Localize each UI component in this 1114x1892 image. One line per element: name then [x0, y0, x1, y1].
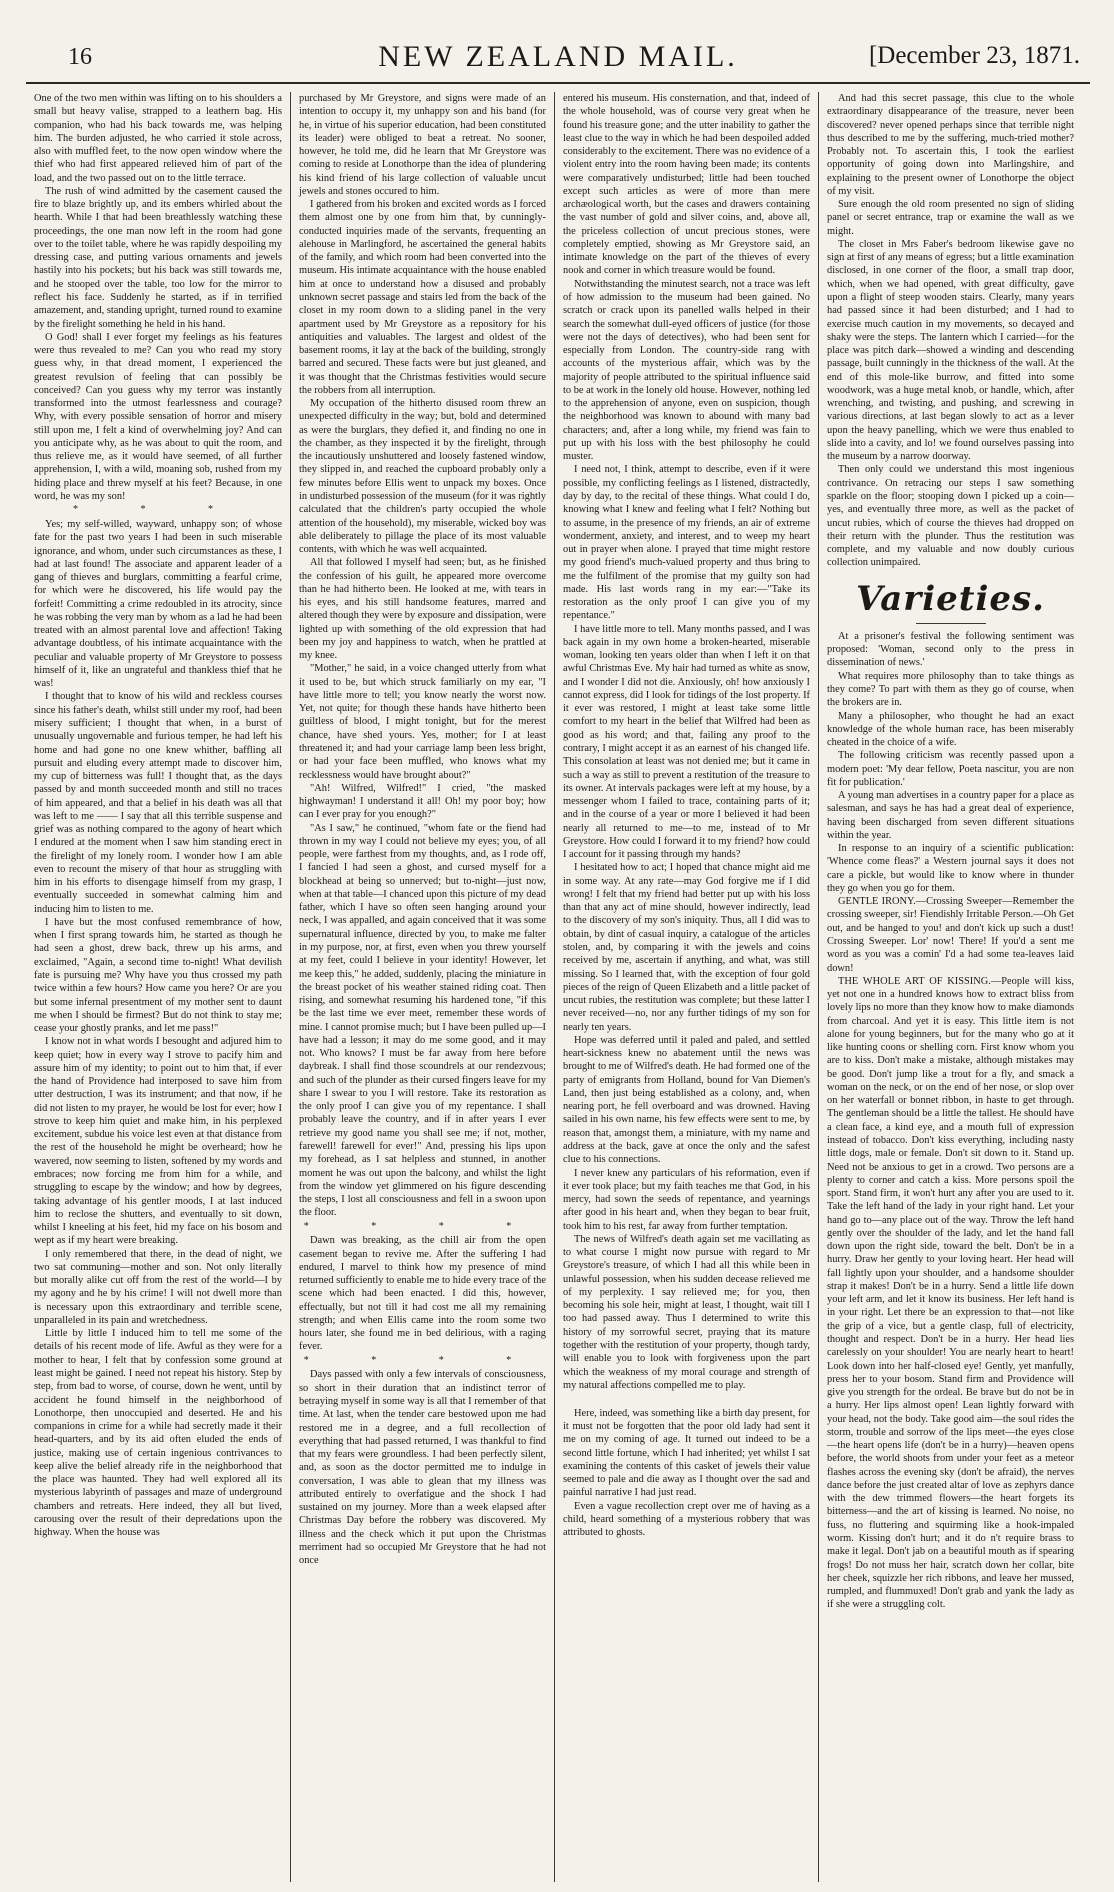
paragraph: I hesitated how to act; I hoped that chance might aid me in some way. At any rate—may God forgive me if I did wrong! I felt that my friend had better put up with his loss than that any act of mine should, however indirectly, lead to the discovery of my son's iniquity. Thus, all I did was to obtain, by dint of casual inquiry, a catalogue of the articles stolen, and, by comparing it with the jewels and coins received by me, ascertain if anything, and what, was still missing. So I learned that, with the exception of four gold pieces of the reign of Queen Elizabeth and a little packet of uncut rubies, the restitution was complete; but these latter I never received—no, nor any further tidings of my son for nearly ten years. — [563, 862, 810, 1033]
paragraph: My occupation of the hitherto disused room threw an unexpected difficulty in the way; but, bold and determined as were the burglars, they defied it, and finding no one in the chamber, as they inspected it by the firelight, through the incautiously unshuttered and loosely fastened window, they slipped in, and reached the cupboard probably only a few minutes before Ellis went to unpack my boxes. Once in undisturbed possession of the museum (for it was rightly calculated that the children's party occupied the whole attention of the household), my miserable, wicked boy was able deliberately to pillage the place of its most valuable contents, with which he was well acquainted. — [299, 398, 546, 556]
column-4 — [818, 92, 1082, 1882]
paragraph: Yes; my self-willed, wayward, unhappy son; of whose fate for the past two years I had been in such miserable ignorance, and whom, under such circumstances as these, I had at last found! The associate and apparent leader of a gang of thieves and burglars, committing a fearful crime, for which were he discovered, his life would pay the forfeit! Committing a crime redoubled in its atrocity, since he was robbing the very man by whom as a lad he had been treated with an almost parental love and affection! Taking advantage doubtless, of his intimate acquaintance with the peculiar and valuable property of Mr Greystore to possess himself of it, like an ungrateful and thankless thief that he was! — [34, 518, 282, 690]
masthead-title: NEW ZEALAND MAIL. — [378, 40, 738, 73]
paragraph: At a prisoner's festival the following sentiment was proposed: 'Woman, second only to the press in dissemination of news.' — [827, 630, 1074, 669]
paragraph: I thought that to know of his wild and reckless courses since his father's death, whilst still under my roof, had been misery sufficient; I thought that when, in a burst of unusually ungovernable and furious temper, he had left his home and had gone no one knew whither, baffling all pursuit and eluding every attempt made to discover him, my cup of bitterness was full! I thought that, as the days passed by and month succeeded month and still no traces of him appeared, and that a belief in his death was all that was left to me —— I say that all this terrible suspense and grief was as nothing compared to the agony of heart which I endured at the moment when I saw him standing erect in the firelight of my lonely room. I wonder how I am able even to recount the misery of that hour as struggling with him in his efforts to disengage himself from my grasp, I eventually succeeded in somewhat calming him and inducing him to listen to me. — [34, 691, 282, 915]
paragraph: Dawn was breaking, as the chill air from the open casement began to revive me. After the suffering I had endured, I marvel to think how my presence of mind returned sufficiently to enable me to hide every trace of the scene which had been enacted. I did this, however, effectually, but not till it had cost me all my remaining strength; and when Ellis came into the room some two hours later, she found me in bed delirious, with a raging fever. — [299, 1235, 546, 1353]
paragraph: I have but the most confused remembrance of how, when I first sprang towards him, he started as though he had seen a ghost, drew back, threw up his arms, and exclaimed, "Again, a second time to-night! What devilish fate is pursuing me? Why have you thus crossed my path twice within a few hours? How came you here? Or are you but some infernal presentment of my mother sent to daunt me when I should be firmest? But do not think to stay me; cease your ghostly pranks, and let me pass!" — [34, 916, 282, 1035]
paragraph: "As I saw," he continued, "whom fate or the fiend had thrown in my way I could not believe my eyes; you, of all people, were farthest from my thoughts, and, as I rode off, I fancied I had seen a ghost, and cursed myself for a blockhead at being so unnerved; but to-night—just now, when at that table—I chanced upon this picture of my dead father, which I have so often seen hanging around your neck, I was appalled, and again conceived that it was some supernatural influence, directed by you, to make me falter in my purpose, nor, at first, even when you threw yourself at my feet, could I believe in your identity! However, let me keep this," he added, suddenly, placing the miniature in the breast pocket of his weather stained riding coat. Then rising, and somewhat resuming his hardened tone, "if this be the last time we ever meet, remember these words of mine. I cannot promise much; but I have been pulled up—I have had a lesson; it may do me some good, and it may not. Who knows? I must be far away from here before daybreak. I shall find those scoundrels at our rendezvous; and such of the plunder as their cursed fingers leave for my share I swear to you I will restore. Take its restoration as the only proof I can give you of my repentance. I shall probably leave the country, and if in after years I ever retrieve my good name you shall see me; if not, mother, farewell! farewell for ever!" And, pressing his lips upon my forehead, as I sat helpless and stunned, in another moment he was out upon the balcony, and whilst the light from the window yet glimmered on his figure descending the steps, I lost all consciousness and fell in a swoon upon the floor. — [299, 822, 546, 1219]
column-3 — [554, 92, 818, 1882]
section-break: * * * * — [303, 1354, 542, 1366]
paragraph: Here, indeed, was something like a birth day present, for it must not be forgotten that the poor old lady had sent it me on my coming of age. It turned out indeed to be a second little fortune, which I had inherited; yet whilst I sat examining the contents of this casket of jewels their value seemed to pale and die away as I thought over the sad and painful narrative I had just read. — [563, 1407, 810, 1499]
paragraph: O God! shall I ever forget my feelings as his features were thus revealed to me? Can you who read my story guess why, in that dread moment, I experienced the greatest revulsion of feeling that can possibly be conceived? Can you guess why my terror was instantly transformed into the utmost fearlessness and courage? Why, with every possible sensation of horror and misery still upon me, I felt a kind of overwhelming joy? And can you anticipate why, as he was about to quit the room, and thus relieve me, as it would have seemed, of all further apprehension, I, with a wild, moaning sob, rushed from my hiding place and threw myself at his feet? Because, in one word, he was my son! — [34, 331, 282, 502]
paragraph: I only remembered that there, in the dead of night, we two sat communing—mother and son. Not only literally but morally alike cut off from the rest of the world—I by my agony and he by his crime! I will not dwell more than is necessary upon this extraordinary and terrible scene, unparalleled in its pain and wretchedness. — [34, 1248, 282, 1326]
paragraph: In response to an inquiry of a scientific publication: 'Whence come fleas?' a Western journal says it does not care a pickle, but would like to know where in thunder they go when you go for them. — [827, 843, 1074, 894]
section-title-varieties: Varieties. — [856, 578, 1045, 619]
page-header — [26, 38, 1090, 76]
paragraph: One of the two men within was lifting on to his shoulders a small but heavy valise, strapped to a leathern bag. His companion, who had his back towards me, was helping him. The burden adjusted, he who carried it stole across, also with muffled feet, to the now open window where the thief who had first appeared relieved him of part of the load, and the two passed out on to the little terrace. — [34, 93, 282, 184]
section-break: * * * — [73, 504, 243, 516]
paragraph: A young man advertises in a country paper for a place as salesman, and says he has had a great deal of experience, having been discharged from seven different situations within the year. — [827, 790, 1074, 841]
header-rule — [26, 82, 1090, 84]
section-rule — [916, 623, 986, 624]
columns — [26, 92, 1090, 1882]
column-2 — [290, 92, 554, 1882]
paragraph: entered his museum. His consternation, and that, indeed of the whole household, was of course very great when he found his treasure gone; and the utter inability to gather the least clue to the way in which he had been despoiled added considerably to the excitement. There was no evidence of a violent entry into the room having been made; its contents were comparatively undisturbed; little had been touched except such articles as were of more than mere archæological worth, but the cases and drawers containing the vast number of gold and silver coins, and, above all, the priceless collection of uncut precious stones, were completely emptied, showing as Mr Greystore said, an intimate knowledge on the part of the thieves of every nook and corner in which treasure would be found. — [563, 93, 810, 277]
paragraph: I know not in what words I besought and adjured him to keep quiet; how in every way I strove to pacify him and assure him of my identity; to point out to him that, if ever the hand of Providence had interposed to save him from utter destruction, I was its instrument; and that now, if he did not listen to my prayer, he would be lost for ever; how I strove to keep him quiet and make him, in his perplexed excitement, subdue his voice lest even at that distance from the rest of the household he might be overheard; how he wavered, now seeming to listen, softened by my words and embraces; now forcing me from him for a while, and struggling to escape by the window; and how by degrees, taking advantage of his gentler moods, I at last induced him to reclose the shutters, and eventually to sit down, whilst I kneeling at his feet, hid my face on his bosom and wept as if my heart were breaking. — [34, 1036, 282, 1247]
paragraph: Little by little I induced him to tell me some of the details of his recent mode of life. Awful as they were for a mother to hear, I felt that by confession some ground at least might be gained. I need not repeat his history. Step by step, from bad to worse, of course, down he went, until by accident he found himself in the neighborhood of Lonothorpe, then unoccupied and deserted. He and his companions in crime for a while had secretly made it their head-quarters, and by its aid often eluded the ends of justice, making use of certain ingenious contrivances to keep alive the belief already rife in the neighborhood that the place was haunted. They had well explored all its mysterious labyrinth of passages and maze of underground chambers and retreats. Here indeed, they all but lived, carousing over the result of their depredations upon the highway. When the house was — [34, 1328, 282, 1539]
issue-date: [December 23, 1871. — [868, 42, 1080, 69]
paragraph: Sure enough the old room presented no sign of sliding panel or secret entrance, trap or examine the wall as we might. — [827, 199, 1074, 237]
paragraph: Notwithstanding the minutest search, not a trace was left of how admission to the museum had been gained. No scratch or crack upon its panelled walls helped in their search the somewhat dull-eyed officers of justice (for those were not the days of detectives), who had been sent for especially from London. The country-side rang with accounts of the mysterious affair, which was by the majority of people attributed to the spiritual influence said to be at work in the lonely old house. However, nothing led to the apprehension of anyone, even on suspicion, though the neighborhood was known to abound with many bad characters; and, after a long while, my friend was fain to put up with his loss with the best philosophy he could muster. — [563, 278, 810, 463]
paragraph: THE WHOLE ART OF KISSING.—People will kiss, yet not one in a hundred knows how to extract bliss from lovely lips no more than they know how to make diamonds from charcoal. And yet it is easy. This little item is not alone for young beginners, but for the many who go at it like hunting coons or shelling corn. First know whom you are to kiss. Don't make a mistake, although mistakes may be good. Don't jump like a trout for a fly, and smack a woman on the neck, or on the end of her nose, or slop over on her waterfall or bonnet ribbon, in haste to get through. The gentleman should be a little the tallest. He should have a clean face, a kind eye, and a mouth full of expression instead of tobacco. Don't kiss everything, including nasty little dogs, male or female. Don't sit down to it. Stand up. Need not be anxious to get in a crowd. Two persons are a plenty to corner and catch a kiss. More persons spoil the sport. Stand firm, it won't hurt any after you are used to it. Take the left hand of the lady in your right hand. Let your hand go to—any place out of the way. Throw the left hand gently over the shoulder of the lady, and let the hand fall down upon the right side, toward the belt. Don't be in a hurry. Draw her gently to your loving heart. Her head will fall lightly upon your shoulder, and a handsome shoulder strap it makes! Don't be in a hurry. Send a little life down your left arm, and let it know its business. Her left hand is in your right. Let there be an expression to that—not like the grip of a vice, but a gentle clasp, full of electricity, thought and respect. Don't be in a hurry. Her head lies carelessly on your shoulder! You are nearly heart to heart! Look down into her half-closed eye! Gently, yet manfully, press her to your bosom. Stand firm and Providence will give you strength for the ordeal. Be brave but do not be in a hurry. Her lips almost open! Lean lightly forward with your head, not the body. Take good aim—the soul rides the storm, trouble and sorrow of the lips meet—the eyes close—the heart opens life (don't be in a hurry)—heaven opens before, the world shoots from under your feet as a meteor flashes across the evening sky (don't be afraid), the nerves dance before the just created altar of love as zephyrs dance with the dew trimmed flowers—the heart forgets its bitterness—and the art of kissing is learned. No noise, no fuss, no fluttering and squirming like a hook-impaled worm. Kissing don't hurt; and it do n't require brass to make it legal. Don't jab on a beautiful mouth as if spearing frogs! Do not muss her hair, scratch down her collar, bite her cheek, squizzle her rich ribbons, and leave her mussed, rumpled, and flummuxed! Don't grab and yank the lady as if she were a struggling colt. — [827, 975, 1074, 1611]
section-break — [563, 1393, 810, 1406]
paragraph: Then only could we understand this most ingenious contrivance. On retracing our steps I saw something sparkle on the floor; stooping down I picked up a coin—yes, and eventually three more, as well as the packet of uncut rubies, which of course the thieves had dropped on their return with the plunder. Thus the restitution was complete, and my valuable and now doubly curious collection unimpaired. — [827, 464, 1074, 569]
paragraph: And had this secret passage, this clue to the whole extraordinary disappearance of the treasure, never been discovered? never opened perhaps since that terrible night thus described to me by the suffering, much-tried mother? Probably not. To ascertain this, I took the earliest opportunity of going down into Marlingshire, and explaining to the present owner of Lonothorpe the object of my visit. — [827, 93, 1074, 197]
paragraph: The closet in Mrs Faber's bedroom likewise gave no sign at first of any means of egress; but a little examination disclosed, in one corner of the floor, a small trap door, which, when we had opened, with great difficulty, gave upon a flight of steep wooden stairs. Clearly, many years had passed since it had been disturbed; and I had to exercise much caution in my movements, so decayed and shaky were the steps. The lantern which I carried—for the place was pitch dark—showed a winding and descending passage, built cunningly in the thickness of the wall. At the end of this mole-like burrow, and fitted into some woodwork, was a huge metal knob, or handle, which, after wrenching, and twisting, and pushing, and screwing in various directions, at last began slowly to act as a lever upon the heavy panelling, which we were thus enabled to slide into a cavity, and lo! we found ourselves passing into the museum by a narrow doorway. — [827, 238, 1074, 463]
paragraph: "Mother," he said, in a voice changed utterly from what it used to be, but which struck familiarly on my ear, "I have little more to tell; you know nearly the worst now. Yet, not quite; for though these hands have hitherto been guiltless of blood, I might tonight, but for the merest chance, have shed yours. Yes, mother; for I at least threatened it; and had your carriage lamp been less bright, or had your face been muffled, who knows what my recklessness would have brought about?" — [299, 663, 546, 781]
paragraph: The following criticism was recently passed upon a modern poet: 'My dear fellow, Poeta nascitur, you are non fit for publication.' — [827, 750, 1074, 788]
paragraph: I gathered from his broken and excited words as I forced them almost one by one from him that, by cunningly-conducted inquiries made of the servants, frequenting an alehouse in Marlingford, he ascertained the general habits of the family, and which room had been converted into the museum. His intimate acquaintance with the house enabled him at once to understand how a disused and probably unknown secret passage and stairs led from the back of the closet in my room down to a sliding panel in the very apartment used by Mr Greystore as a repository for his antiquities and valuables. The largest and oldest of the basement rooms, it lay at the back of the building, strongly barred and secured. These facts were but just gleaned, and it was thought that the Christmas festivities would secure the robbers from all interruption. — [299, 199, 546, 396]
paragraph: I never knew any particulars of his reformation, even if it ever took place; but my faith teaches me that God, in his mercy, had sown the seeds of repentance, and yearnings after good in his heart and, when they began to bear fruit, took him to his rest, far away from further temptation. — [563, 1167, 810, 1232]
column-1 — [26, 92, 290, 1882]
section-break: * * * * — [303, 1220, 542, 1232]
paragraph: Days passed with only a few intervals of consciousness, so short in their duration that an indistinct terror of betraying myself in some way is all that I remember of that time. At last, when the tender care bestowed upon me had restored me in a degree, and a full recollection of everything that had passed returned, I was thankful to find that my fears were groundless. I had been perfectly silent, and, as soon as the doctor permitted me to indulge in conversation, I was able to glean that my illness was attributed entirely to overfatigue and the shock I had sustained on my journey. More than a week elapsed after Christmas Day before the robbery was discovered. My illness and the check which it put upon the Christmas merriment had so occupied Mr Greystore that he had not once — [299, 1369, 546, 1567]
page-number: 16 — [68, 44, 92, 70]
paragraph: I have little more to tell. Many months passed, and I was back again in my own home a broken-hearted, miserable woman, looking ten years older than when I left it on that awful Christmas Eve. My hair had turned as white as snow, and I wonder I did not die. Anxiously, oh! how anxiously I cannot express, did I look for tidings of the lost property. If it ever was restored, I might at least take some little comfort to my heart in the belief that Wilfred had been as good as his word; and that, failing any proof to the contrary, I might accept it as an earnest of his changed life. This consolation at least was not denied me; but it came in such a way as still to prevent a restitution of the treasure to its owner. At intervals packages were left at my house, by a messenger whom I failed to trace, containing parts of it; and in the course of a year or more I believed it had been nearly all returned to me—to me, instead of to Mr Greystore. How could I forward it to my friend? how could I account for it passing through my hands? — [563, 623, 810, 861]
paragraph: "Ah! Wilfred, Wilfred!" I cried, "the masked highwayman! I understand it all! Oh! my poor boy; how can I ever pray for you enough?" — [299, 782, 546, 821]
paragraph: I need not, I think, attempt to describe, even if it were possible, my conflicting feelings as I listened, distractedly, day by day, to the recital of these things. What could I do, knowing what I knew and feeling what I felt? Nothing but to assume, in the presence of my friends, an air of extreme wonderment, anxiety, and interest, and to weep my heart out in prayer when alone. I prayed that time might restore my good friend's much-valued property and thus bring to me the fulfilment of the promise that my guilty son had made. His last words rang in my ear:—"Take its restoration as the only proof I can give you of my repentance." — [563, 464, 810, 622]
paragraph: GENTLE IRONY.—Crossing Sweeper—Remember the crossing sweeper, sir! Fiendishly Irritable Person.—Oh Get out, and be hanged to you! and don't kick up such a dust! Crossing Sweeper. Lor' now! There! If you'd a sent me word as you was a comin' I'd a had some tea-leaves laid down! — [827, 896, 1074, 974]
paragraph: Many a philosopher, who thought he had an exact knowledge of the whole human race, has been miserably cheated in the choice of a wife. — [827, 710, 1074, 749]
paragraph: purchased by Mr Greystore, and signs were made of an intention to occupy it, my unhappy son and his band (for he, in virtue of his superior education, had been constituted its leader) were obliged to beat a retreat. No sooner, however, he told me, did he learn that Mr Greystore was coming to reside at Lonothorpe than the idea of plundering his kind friend of his large collection of valuable uncut jewels and stones occured to him. — [299, 93, 546, 197]
paragraph: Hope was deferred until it paled and paled, and settled heart-sickness knew no abatement until the news was brought to me of Wilfred's death. He had formed one of the party of emigrants from Holland, bound for Van Diemen's Land, then just being established as a colony, and, when nearing port, he fell overboard and was drowned. Having sailed in his own name, his few effects were sent to me, by reason that, amongst them, a miniature, with my name and address at the back, gave at once the only and the safest clue to his connections. — [563, 1034, 810, 1166]
paragraph: All that followed I myself had seen; but, as he finished the confession of his guilt, he appeared more overcome than he had hitherto been. He looked at me, with tears in his eyes, and his still handsome features, marred and altered though they were by exposure and dissipation, were lighted up with something of the old expression that had been my joy and happiness to watch, when he prattled at my knee. — [299, 557, 546, 662]
paragraph: The rush of wind admitted by the casement caused the fire to blaze brightly up, and its embers whirled about the hearth. While I that had been breathlessly watching these proceedings, the one man now left in the room had gone over to the toilet table, where he was rapidly despoiling my dressing case, and putting various ornaments and jewels hastily into his pockets; but his back was still towards me, and he stooped over the table, too low for the mirror to reflect his face. Suddenly he started, as if in terrified amazement, and, standing upright, turned round to examine by the firelight something he held in his hand. — [34, 185, 282, 330]
paragraph: The news of Wilfred's death again set me vacillating as to what course I might now pursue with regard to Mr Greystore's treasure, of which I had all this while been in unlawful possession, when his sudden decease relieved me of my perplexity. I say relieved me; for you, then becoming his sole heir, might at least, I thought, wait till I too had passed away. Thus I determined to write this history of my sorrowful secret, praying that its mature together with the restitution of your property, though tardy, will enable you to look with forgiveness upon the part which the weakness of my moral courage and strength of my natural affections compelled me to play. — [563, 1233, 810, 1391]
paragraph: Even a vague recollection crept over me of having as a child, heard something of a mysterious robbery that was attributed to ghosts. — [563, 1500, 810, 1539]
paragraph: What requires more philosophy than to take things as they come? To part with them as they go of course, when the brokers are in. — [827, 670, 1074, 709]
